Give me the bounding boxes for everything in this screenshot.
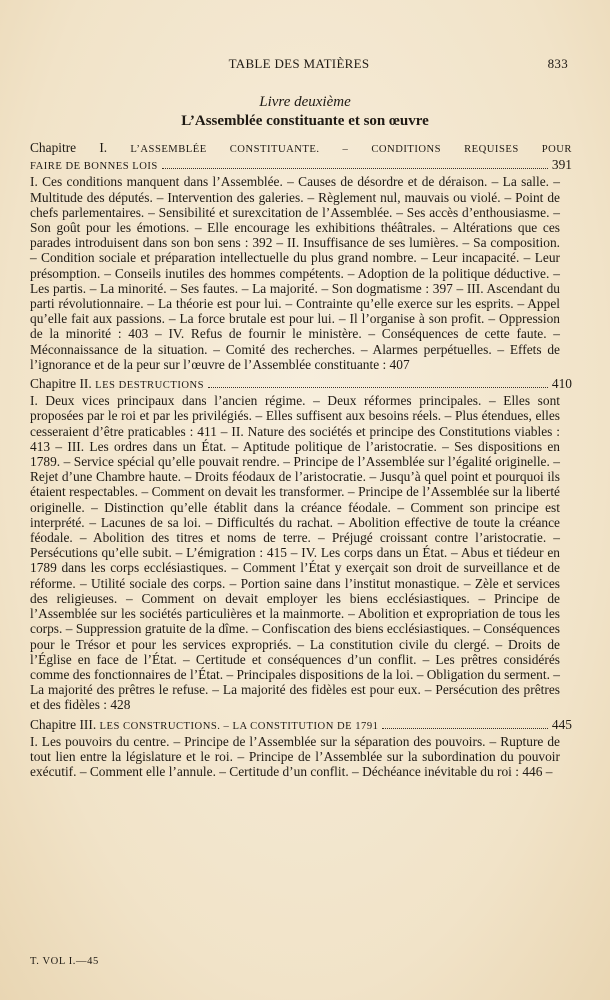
chapter-label: Chapitre II. (30, 376, 92, 392)
chapter-title-line (30, 717, 572, 734)
dot-leader (208, 387, 548, 388)
toc-content (30, 140, 572, 783)
chapter-summary: I. Les pouvoirs du centre. – Principe de l’Assemblée sur la séparation des pouvoirs. – Rupture de tout lien entre la législature et le roi. – Principe de l’Assemblée sur la subordination du pouvoir exécutif. – Comment elle l’annule. – Certitude d’un conflit. – Déchéance inévitable du roi : 446 – (30, 733, 560, 780)
chapter-summary: I. Ces conditions manquent dans l’Assemblée. – Causes de désordre et de déraison. – La salle. – Multitude des députés. – Intervention des galeries. – Règlement nul, mauvais ou violé. – Point de chefs parlementaires. – Sensibilité et surexcitation de l’Assemblée. – Ses accès d’enthousiasme. – Son goût pour les émotions. – Elle encourage les exhibitions théâtrales. – Altérations que ces parades introduisent dans son bon sens : 392 – II. Insuffisance de ses lumières. – Sa composition. – Condition sociale et préparation intellectuelle du plus grand nombre. – Leur incapacité. – Leur présomption. – Conseils inutiles des hommes compétents. – Adoption de la politique déductive. – Les partis. – La minorité. – Ses fautes. – La majorité. – Son dogmatisme : 397 – III. Ascendant du parti révolutionnaire. – La théorie est pour lui. – Contrainte qu’elle exerce sur les esprits. – Appel qu’elle fait aux passions. – La force brutale est pour lui. – Il l’organise à son profit. – Oppression de la minorité : 403 – IV. Refus de fournir le ministère. – Conséquences de cette faute. – Méconnaissance de la situation. – Comité des recherches. – Alarmes perpétuelles. – Effets de l’ignorance et de la peur sur l’œuvre de l’Assemblée constituante : 407 (30, 174, 560, 372)
chapter-title-line (30, 157, 572, 174)
book-heading (0, 94, 610, 130)
page-number: 833 (547, 56, 568, 71)
book-title: L’Assemblée constituante et son œuvre (181, 113, 429, 129)
dot-leader (382, 728, 547, 729)
chapter-heading (30, 140, 572, 157)
dot-leader (162, 168, 548, 169)
chapter-label: Chapitre III. (30, 716, 97, 732)
chapter-page: 410 (551, 376, 572, 392)
chapter-page: 391 (551, 157, 572, 173)
chapter-title: LES DESTRUCTIONS (95, 380, 205, 392)
chapter-page: 445 (551, 716, 572, 732)
chapter-entry (30, 376, 572, 712)
chapter-title: L’ASSEMBLÉE CONSTITUANTE. – CONDITIONS REQUISES POUR (130, 144, 572, 155)
chapter-entry (30, 140, 572, 372)
chapter-entry (30, 717, 572, 780)
chapter-label: Chapitre I. (30, 140, 108, 155)
running-title: TABLE DES MATIÈRES (228, 56, 370, 71)
running-header (30, 56, 568, 72)
chapter-title-continued: FAIRE DE BONNES LOIS (30, 161, 158, 173)
chapter-summary: I. Deux vices principaux dans l’ancien régime. – Deux réformes principales. – Elles sont proposées par le roi et par les privilégiés. – Elles suffisent aux besoins réels. – Plus étendues, elles cesseraient d’être praticables : 411 – II. Nature des sociétés et principe des Constitutions viables : 413 – III. Les ordres dans un État. – Aptitude politique de l’aristocratie. – Ses dispositions en 1789. – Service spécial qu’elle pouvait rendre. – Principe de l’Assemblée sur l’égalité originelle. – Rejet d’une Chambre haute. – Droits féodaux de l’aristocratie. – Jusqu’à quel point et pourquoi ils étaient respectables. – Comment on devait les transformer. – Principe de l’Assemblée sur la liberté originelle. – Distinction qu’elle établit dans la créance féodale. – Comment son principe est interprété. – Lacunes de sa loi. – Difficultés du rachat. – Abolition effective de toute la créance féodale. – Abolition des titres et noms de terre. – Préjugé croissant contre l’aristocratie. – Persécutions qu’elle subit. – L’émigration : 415 – IV. Les corps dans un État. – Abus et tiédeur en 1789 dans les corps ecclésiastiques. – Comment l’État y exerçait son droit de surveillance et de réforme. – Utilité sociale des corps. – Portion saine dans l’institut monastique. – Zèle et services des religieuses. – Comment on devait employer les biens ecclésiastiques. – Principe de l’Assemblée sur les sociétés particulières et la mainmorte. – Abolition et expropriation de tous les corps. – Suppression gratuite de la dîme. – Confiscation des biens ecclésiastiques. – Conséquences pour le Trésor et pour les services expropriés. – La constitution civile du clergé. – Droits de l’Église en face de l’État. – Certitude et conséquences d’un conflit. – Les prêtres considérés comme des fonctionnaires de l’État. – Principales dispositions de la loi. – Obligation du serment. – La majorité des prêtres le refuse. – La majorité des fidèles est pour eux. – Persécution des prêtres et des fidèles : 428 (30, 393, 560, 713)
signature-mark: T. VOL I.—45 (30, 956, 99, 967)
book-label: Livre deuxième (259, 94, 351, 110)
chapter-title-line (30, 376, 572, 393)
chapter-title: LES CONSTRUCTIONS. – LA CONSTITUTION DE 1791 (99, 720, 379, 732)
